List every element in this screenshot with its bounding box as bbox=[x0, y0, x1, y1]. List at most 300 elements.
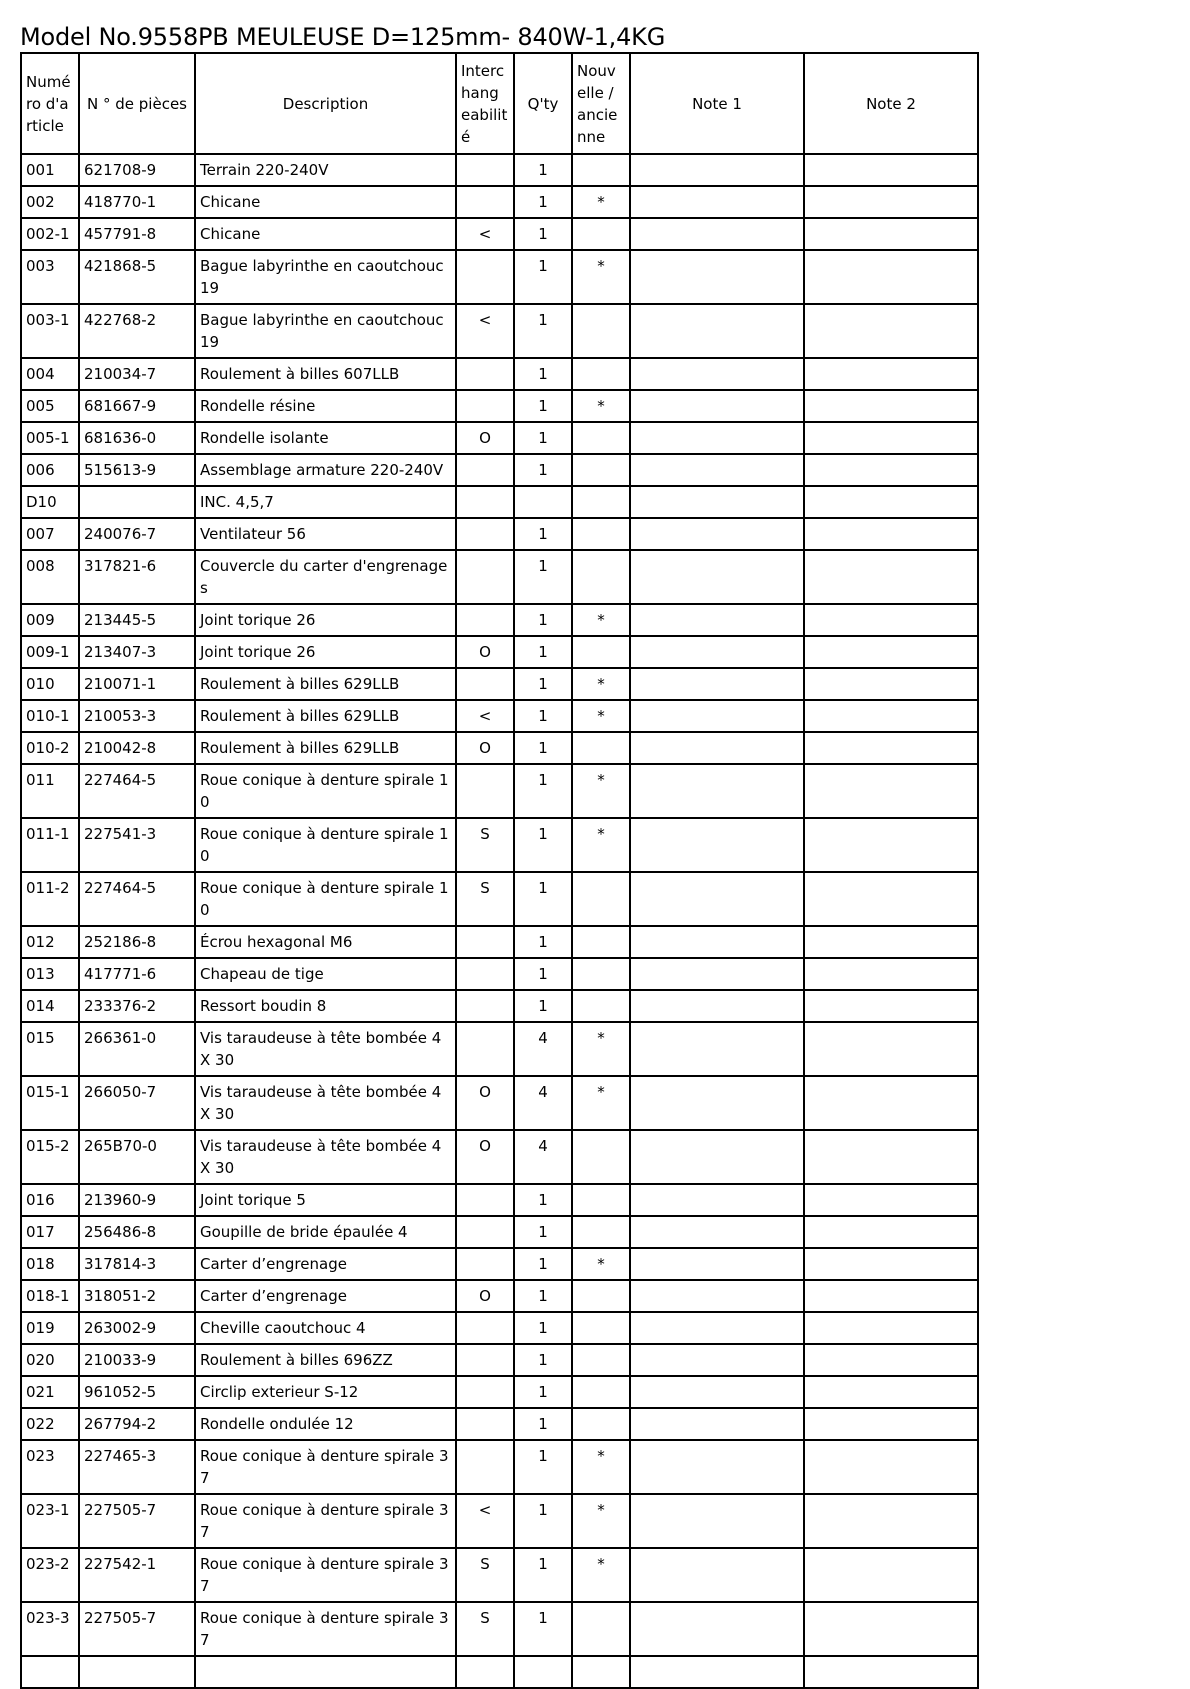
interchangeability-cell bbox=[456, 926, 514, 958]
description-cell: Cheville caoutchouc 4 bbox=[195, 1312, 456, 1344]
table-row bbox=[21, 1602, 978, 1656]
new-old-cell bbox=[572, 218, 630, 250]
table-row bbox=[21, 1494, 978, 1548]
new-old-cell bbox=[572, 958, 630, 990]
part-number-cell: 210071-1 bbox=[79, 668, 195, 700]
new-old-cell bbox=[572, 636, 630, 668]
part-number-cell: 227505-7 bbox=[79, 1602, 195, 1656]
description-cell: Circlip exterieur S-12 bbox=[195, 1376, 456, 1408]
table-row bbox=[21, 1440, 978, 1494]
note-1-cell bbox=[630, 218, 804, 250]
part-number-cell bbox=[79, 1656, 195, 1688]
part-number-cell: 252186-8 bbox=[79, 926, 195, 958]
description-cell: Ventilateur 56 bbox=[195, 518, 456, 550]
note-1-cell bbox=[630, 486, 804, 518]
part-number-cell: 515613-9 bbox=[79, 454, 195, 486]
interchangeability-cell bbox=[456, 154, 514, 186]
table-row bbox=[21, 154, 978, 186]
part-number-cell bbox=[79, 486, 195, 518]
table-row bbox=[21, 1130, 978, 1184]
note-2-cell bbox=[804, 1280, 978, 1312]
header-part-number: N ° de pièces bbox=[79, 53, 195, 154]
note-1-cell bbox=[630, 250, 804, 304]
part-number-cell: 213445-5 bbox=[79, 604, 195, 636]
item-number-cell: 015-2 bbox=[21, 1130, 79, 1184]
interchangeability-cell bbox=[456, 1022, 514, 1076]
part-number-cell: 227464-5 bbox=[79, 764, 195, 818]
new-old-cell: * bbox=[572, 390, 630, 422]
table-row bbox=[21, 304, 978, 358]
table-row bbox=[21, 1656, 978, 1688]
table-row bbox=[21, 1022, 978, 1076]
description-cell: Roue conique à denture spirale 3 7 bbox=[195, 1602, 456, 1656]
note-1-cell bbox=[630, 1376, 804, 1408]
note-1-cell bbox=[630, 700, 804, 732]
description-cell: Vis taraudeuse à tête bombée 4X 30 bbox=[195, 1022, 456, 1076]
header-note-1: Note 1 bbox=[630, 53, 804, 154]
item-number-cell: 010-1 bbox=[21, 700, 79, 732]
item-number-cell: 017 bbox=[21, 1216, 79, 1248]
note-2-cell bbox=[804, 518, 978, 550]
item-number-cell: 006 bbox=[21, 454, 79, 486]
description-cell: Couvercle du carter d'engrenage s bbox=[195, 550, 456, 604]
note-1-cell bbox=[630, 186, 804, 218]
new-old-cell bbox=[572, 486, 630, 518]
interchangeability-cell: < bbox=[456, 700, 514, 732]
description-cell: Roue conique à denture spirale 3 7 bbox=[195, 1440, 456, 1494]
interchangeability-cell: < bbox=[456, 304, 514, 358]
table-row bbox=[21, 872, 978, 926]
item-number-cell: 005-1 bbox=[21, 422, 79, 454]
table-row bbox=[21, 604, 978, 636]
note-1-cell bbox=[630, 1022, 804, 1076]
note-1-cell bbox=[630, 304, 804, 358]
new-old-cell: * bbox=[572, 1022, 630, 1076]
table-row bbox=[21, 1408, 978, 1440]
note-2-cell bbox=[804, 1494, 978, 1548]
part-number-cell: 263002-9 bbox=[79, 1312, 195, 1344]
header-new-old: Nouv elle / ancie nne bbox=[572, 53, 630, 154]
new-old-cell: * bbox=[572, 668, 630, 700]
part-number-cell: 227542-1 bbox=[79, 1548, 195, 1602]
note-1-cell bbox=[630, 872, 804, 926]
note-1-cell bbox=[630, 1280, 804, 1312]
item-number-cell: 020 bbox=[21, 1344, 79, 1376]
quantity-cell: 1 bbox=[514, 422, 572, 454]
interchangeability-cell bbox=[456, 1440, 514, 1494]
interchangeability-cell bbox=[456, 668, 514, 700]
part-number-cell: 210053-3 bbox=[79, 700, 195, 732]
quantity-cell: 1 bbox=[514, 390, 572, 422]
new-old-cell: * bbox=[572, 1076, 630, 1130]
note-2-cell bbox=[804, 764, 978, 818]
interchangeability-cell bbox=[456, 1216, 514, 1248]
item-number-cell: 016 bbox=[21, 1184, 79, 1216]
quantity-cell: 1 bbox=[514, 358, 572, 390]
description-cell: Roulement à billes 696ZZ bbox=[195, 1344, 456, 1376]
new-old-cell bbox=[572, 732, 630, 764]
quantity-cell bbox=[514, 486, 572, 518]
note-2-cell bbox=[804, 154, 978, 186]
item-number-cell: 014 bbox=[21, 990, 79, 1022]
item-number-cell: 003 bbox=[21, 250, 79, 304]
new-old-cell bbox=[572, 1602, 630, 1656]
note-2-cell bbox=[804, 700, 978, 732]
table-row bbox=[21, 636, 978, 668]
page-title: Model No.9558PB MEULEUSE D=125mm- 840W-1,4KG bbox=[20, 23, 666, 51]
new-old-cell: * bbox=[572, 818, 630, 872]
quantity-cell: 1 bbox=[514, 304, 572, 358]
interchangeability-cell bbox=[456, 358, 514, 390]
note-1-cell bbox=[630, 1312, 804, 1344]
quantity-cell: 1 bbox=[514, 958, 572, 990]
note-2-cell bbox=[804, 604, 978, 636]
part-number-cell: 317814-3 bbox=[79, 1248, 195, 1280]
quantity-cell bbox=[514, 1656, 572, 1688]
table-row bbox=[21, 1548, 978, 1602]
part-number-cell: 457791-8 bbox=[79, 218, 195, 250]
item-number-cell: 007 bbox=[21, 518, 79, 550]
interchangeability-cell: S bbox=[456, 1548, 514, 1602]
part-number-cell: 961052-5 bbox=[79, 1376, 195, 1408]
note-2-cell bbox=[804, 636, 978, 668]
item-number-cell: 009-1 bbox=[21, 636, 79, 668]
description-cell: Bague labyrinthe en caoutchouc 19 bbox=[195, 304, 456, 358]
description-cell: Joint torique 5 bbox=[195, 1184, 456, 1216]
note-2-cell bbox=[804, 1184, 978, 1216]
note-2-cell bbox=[804, 390, 978, 422]
table-row bbox=[21, 518, 978, 550]
note-2-cell bbox=[804, 872, 978, 926]
part-number-cell: 421868-5 bbox=[79, 250, 195, 304]
quantity-cell: 1 bbox=[514, 926, 572, 958]
quantity-cell: 1 bbox=[514, 604, 572, 636]
new-old-cell bbox=[572, 518, 630, 550]
item-number-cell: 010-2 bbox=[21, 732, 79, 764]
note-1-cell bbox=[630, 1216, 804, 1248]
note-2-cell bbox=[804, 358, 978, 390]
note-2-cell bbox=[804, 818, 978, 872]
quantity-cell: 1 bbox=[514, 872, 572, 926]
header-description: Description bbox=[195, 53, 456, 154]
new-old-cell bbox=[572, 872, 630, 926]
note-1-cell bbox=[630, 1344, 804, 1376]
item-number-cell: 021 bbox=[21, 1376, 79, 1408]
table-row bbox=[21, 422, 978, 454]
note-2-cell bbox=[804, 304, 978, 358]
new-old-cell bbox=[572, 154, 630, 186]
quantity-cell: 1 bbox=[514, 1408, 572, 1440]
interchangeability-cell: O bbox=[456, 1280, 514, 1312]
quantity-cell: 1 bbox=[514, 636, 572, 668]
quantity-cell: 1 bbox=[514, 550, 572, 604]
table-row bbox=[21, 668, 978, 700]
description-cell: Joint torique 26 bbox=[195, 636, 456, 668]
item-number-cell: 022 bbox=[21, 1408, 79, 1440]
new-old-cell: * bbox=[572, 1440, 630, 1494]
description-cell: Rondelle résine bbox=[195, 390, 456, 422]
description-cell: Ressort boudin 8 bbox=[195, 990, 456, 1022]
part-number-cell: 422768-2 bbox=[79, 304, 195, 358]
quantity-cell: 1 bbox=[514, 1376, 572, 1408]
note-2-cell bbox=[804, 422, 978, 454]
note-2-cell bbox=[804, 668, 978, 700]
note-2-cell bbox=[804, 926, 978, 958]
note-2-cell bbox=[804, 1376, 978, 1408]
table-row bbox=[21, 358, 978, 390]
item-number-cell: 009 bbox=[21, 604, 79, 636]
note-1-cell bbox=[630, 1494, 804, 1548]
description-cell bbox=[195, 1656, 456, 1688]
quantity-cell: 1 bbox=[514, 818, 572, 872]
description-cell: Roue conique à denture spirale 1 0 bbox=[195, 872, 456, 926]
interchangeability-cell: < bbox=[456, 218, 514, 250]
note-2-cell bbox=[804, 1656, 978, 1688]
new-old-cell: * bbox=[572, 1248, 630, 1280]
part-number-cell: 681636-0 bbox=[79, 422, 195, 454]
item-number-cell: 023-2 bbox=[21, 1548, 79, 1602]
description-cell: Rondelle ondulée 12 bbox=[195, 1408, 456, 1440]
part-number-cell: 213407-3 bbox=[79, 636, 195, 668]
quantity-cell: 1 bbox=[514, 668, 572, 700]
quantity-cell: 4 bbox=[514, 1022, 572, 1076]
description-cell: Vis taraudeuse à tête bombée 4X 30 bbox=[195, 1076, 456, 1130]
note-2-cell bbox=[804, 1602, 978, 1656]
item-number-cell: 002-1 bbox=[21, 218, 79, 250]
note-1-cell bbox=[630, 1440, 804, 1494]
note-2-cell bbox=[804, 1344, 978, 1376]
description-cell: Carter d’engrenage bbox=[195, 1280, 456, 1312]
note-2-cell bbox=[804, 1130, 978, 1184]
table-row bbox=[21, 454, 978, 486]
quantity-cell: 1 bbox=[514, 1494, 572, 1548]
new-old-cell bbox=[572, 1344, 630, 1376]
table-row bbox=[21, 1376, 978, 1408]
item-number-cell: 015 bbox=[21, 1022, 79, 1076]
note-1-cell bbox=[630, 604, 804, 636]
part-number-cell: 681667-9 bbox=[79, 390, 195, 422]
description-cell: Roue conique à denture spirale 1 0 bbox=[195, 818, 456, 872]
quantity-cell: 1 bbox=[514, 1548, 572, 1602]
note-2-cell bbox=[804, 1248, 978, 1280]
part-number-cell: 256486-8 bbox=[79, 1216, 195, 1248]
description-cell: Chapeau de tige bbox=[195, 958, 456, 990]
note-1-cell bbox=[630, 636, 804, 668]
item-number-cell: 023-3 bbox=[21, 1602, 79, 1656]
item-number-cell: 013 bbox=[21, 958, 79, 990]
part-number-cell: 227541-3 bbox=[79, 818, 195, 872]
description-cell: Terrain 220-240V bbox=[195, 154, 456, 186]
interchangeability-cell bbox=[456, 1248, 514, 1280]
new-old-cell: * bbox=[572, 1494, 630, 1548]
note-2-cell bbox=[804, 1548, 978, 1602]
part-number-cell: 318051-2 bbox=[79, 1280, 195, 1312]
new-old-cell bbox=[572, 1130, 630, 1184]
new-old-cell bbox=[572, 358, 630, 390]
part-number-cell: 266361-0 bbox=[79, 1022, 195, 1076]
interchangeability-cell: O bbox=[456, 636, 514, 668]
quantity-cell: 1 bbox=[514, 250, 572, 304]
table-row bbox=[21, 1280, 978, 1312]
new-old-cell: * bbox=[572, 250, 630, 304]
note-1-cell bbox=[630, 732, 804, 764]
interchangeability-cell: O bbox=[456, 732, 514, 764]
quantity-cell: 1 bbox=[514, 218, 572, 250]
interchangeability-cell bbox=[456, 390, 514, 422]
part-number-cell: 417771-6 bbox=[79, 958, 195, 990]
note-2-cell bbox=[804, 1408, 978, 1440]
interchangeability-cell bbox=[456, 1376, 514, 1408]
item-number-cell bbox=[21, 1656, 79, 1688]
description-cell: Chicane bbox=[195, 186, 456, 218]
interchangeability-cell bbox=[456, 604, 514, 636]
description-cell: INC. 4,5,7 bbox=[195, 486, 456, 518]
quantity-cell: 1 bbox=[514, 764, 572, 818]
interchangeability-cell bbox=[456, 1408, 514, 1440]
item-number-cell: 011-1 bbox=[21, 818, 79, 872]
description-cell: Rondelle isolante bbox=[195, 422, 456, 454]
note-2-cell bbox=[804, 958, 978, 990]
note-1-cell bbox=[630, 1184, 804, 1216]
quantity-cell: 4 bbox=[514, 1130, 572, 1184]
note-2-cell bbox=[804, 550, 978, 604]
note-1-cell bbox=[630, 390, 804, 422]
item-number-cell: 011 bbox=[21, 764, 79, 818]
note-2-cell bbox=[804, 1312, 978, 1344]
description-cell: Roue conique à denture spirale 3 7 bbox=[195, 1548, 456, 1602]
part-number-cell: 621708-9 bbox=[79, 154, 195, 186]
note-1-cell bbox=[630, 990, 804, 1022]
quantity-cell: 1 bbox=[514, 186, 572, 218]
quantity-cell: 1 bbox=[514, 1216, 572, 1248]
note-1-cell bbox=[630, 764, 804, 818]
note-1-cell bbox=[630, 1248, 804, 1280]
parts-table bbox=[20, 52, 979, 1689]
description-cell: Bague labyrinthe en caoutchouc 19 bbox=[195, 250, 456, 304]
interchangeability-cell bbox=[456, 1312, 514, 1344]
note-2-cell bbox=[804, 186, 978, 218]
quantity-cell: 1 bbox=[514, 1344, 572, 1376]
item-number-cell: D10 bbox=[21, 486, 79, 518]
header-interchangeability: Interc hang eabilit é bbox=[456, 53, 514, 154]
quantity-cell: 1 bbox=[514, 1248, 572, 1280]
quantity-cell: 1 bbox=[514, 154, 572, 186]
note-1-cell bbox=[630, 1656, 804, 1688]
note-2-cell bbox=[804, 1076, 978, 1130]
description-cell: Roue conique à denture spirale 3 7 bbox=[195, 1494, 456, 1548]
note-2-cell bbox=[804, 454, 978, 486]
item-number-cell: 011-2 bbox=[21, 872, 79, 926]
interchangeability-cell bbox=[456, 990, 514, 1022]
note-1-cell bbox=[630, 518, 804, 550]
interchangeability-cell: S bbox=[456, 818, 514, 872]
interchangeability-cell bbox=[456, 1656, 514, 1688]
table-row bbox=[21, 486, 978, 518]
note-1-cell bbox=[630, 818, 804, 872]
table-row bbox=[21, 1184, 978, 1216]
interchangeability-cell: S bbox=[456, 1602, 514, 1656]
note-1-cell bbox=[630, 1548, 804, 1602]
item-number-cell: 001 bbox=[21, 154, 79, 186]
description-cell: Joint torique 26 bbox=[195, 604, 456, 636]
interchangeability-cell: S bbox=[456, 872, 514, 926]
interchangeability-cell bbox=[456, 454, 514, 486]
quantity-cell: 1 bbox=[514, 990, 572, 1022]
new-old-cell bbox=[572, 1280, 630, 1312]
interchangeability-cell: O bbox=[456, 1130, 514, 1184]
part-number-cell: 213960-9 bbox=[79, 1184, 195, 1216]
description-cell: Roulement à billes 629LLB bbox=[195, 668, 456, 700]
quantity-cell: 1 bbox=[514, 1440, 572, 1494]
new-old-cell bbox=[572, 926, 630, 958]
table-row bbox=[21, 732, 978, 764]
table-row bbox=[21, 186, 978, 218]
table-row bbox=[21, 818, 978, 872]
header-quantity: Q'ty bbox=[514, 53, 572, 154]
interchangeability-cell: < bbox=[456, 1494, 514, 1548]
description-cell: Assemblage armature 220-240V bbox=[195, 454, 456, 486]
note-2-cell bbox=[804, 1216, 978, 1248]
quantity-cell: 4 bbox=[514, 1076, 572, 1130]
table-row bbox=[21, 250, 978, 304]
table-row bbox=[21, 700, 978, 732]
table-row bbox=[21, 1216, 978, 1248]
note-2-cell bbox=[804, 218, 978, 250]
interchangeability-cell: O bbox=[456, 1076, 514, 1130]
part-number-cell: 267794-2 bbox=[79, 1408, 195, 1440]
item-number-cell: 023 bbox=[21, 1440, 79, 1494]
table-row bbox=[21, 550, 978, 604]
new-old-cell bbox=[572, 1408, 630, 1440]
part-number-cell: 317821-6 bbox=[79, 550, 195, 604]
note-1-cell bbox=[630, 454, 804, 486]
item-number-cell: 019 bbox=[21, 1312, 79, 1344]
quantity-cell: 1 bbox=[514, 1312, 572, 1344]
new-old-cell bbox=[572, 1656, 630, 1688]
new-old-cell bbox=[572, 990, 630, 1022]
new-old-cell: * bbox=[572, 186, 630, 218]
item-number-cell: 012 bbox=[21, 926, 79, 958]
table-row bbox=[21, 764, 978, 818]
item-number-cell: 010 bbox=[21, 668, 79, 700]
quantity-cell: 1 bbox=[514, 1184, 572, 1216]
note-1-cell bbox=[630, 154, 804, 186]
part-number-cell: 210034-7 bbox=[79, 358, 195, 390]
item-number-cell: 023-1 bbox=[21, 1494, 79, 1548]
note-1-cell bbox=[630, 1130, 804, 1184]
note-2-cell bbox=[804, 250, 978, 304]
description-cell: Carter d’engrenage bbox=[195, 1248, 456, 1280]
table-row bbox=[21, 1076, 978, 1130]
new-old-cell: * bbox=[572, 700, 630, 732]
new-old-cell bbox=[572, 422, 630, 454]
part-number-cell: 227464-5 bbox=[79, 872, 195, 926]
new-old-cell bbox=[572, 1376, 630, 1408]
note-2-cell bbox=[804, 990, 978, 1022]
note-2-cell bbox=[804, 732, 978, 764]
note-1-cell bbox=[630, 926, 804, 958]
table-row bbox=[21, 926, 978, 958]
item-number-cell: 004 bbox=[21, 358, 79, 390]
new-old-cell bbox=[572, 1312, 630, 1344]
note-2-cell bbox=[804, 1440, 978, 1494]
item-number-cell: 003-1 bbox=[21, 304, 79, 358]
new-old-cell: * bbox=[572, 1548, 630, 1602]
description-cell: Roue conique à denture spirale 1 0 bbox=[195, 764, 456, 818]
table-row bbox=[21, 218, 978, 250]
table-row bbox=[21, 990, 978, 1022]
new-old-cell bbox=[572, 550, 630, 604]
